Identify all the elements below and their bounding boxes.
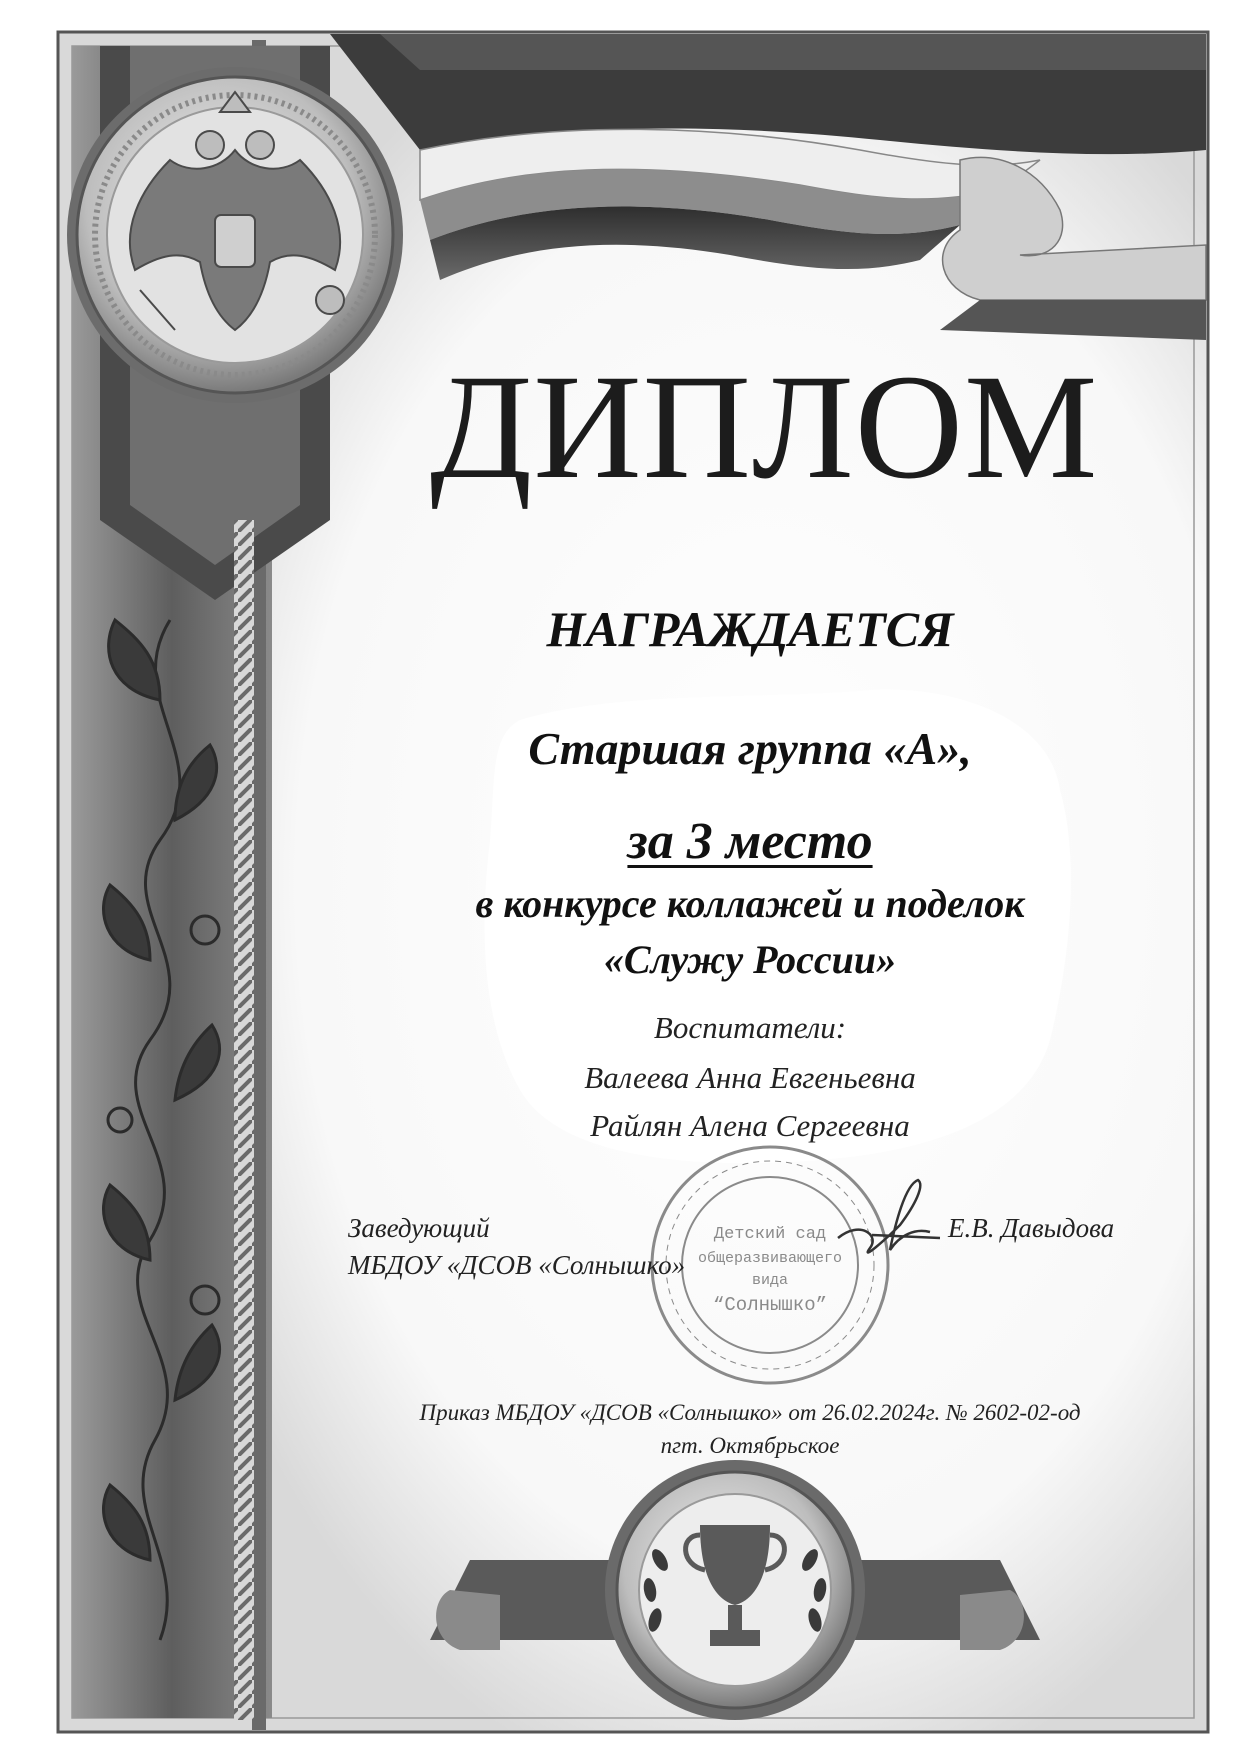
svg-text:“Солнышко”: “Солнышко”: [712, 1294, 828, 1316]
recipient-name: Старшая группа «А»,: [528, 723, 972, 774]
town-name: пгт. Октябрьское: [660, 1433, 840, 1458]
diploma-title: ДИПЛОМ: [430, 344, 1099, 510]
place-award: [400, 812, 1100, 871]
educators-label: Воспитатели:: [653, 1010, 847, 1045]
place-text: за 3 место: [627, 813, 873, 870]
order-reference: Приказ МБДОУ «ДСОВ «Солнышко» от 26.02.2024г. № 2602-02-од: [419, 1400, 1081, 1425]
educator-name: Райлян Алена Сергеевна: [590, 1108, 910, 1143]
signer-position: Заведующий: [348, 1213, 490, 1243]
awarded-label: НАГРАЖДАЕТСЯ: [546, 601, 954, 657]
svg-text:Детский сад: Детский сад: [713, 1225, 827, 1244]
signer-name: Е.В. Давыдова: [948, 1213, 1115, 1243]
rope-border: [234, 520, 254, 1720]
signer-organization: МБДОУ «ДСОВ «Солнышко»: [348, 1250, 686, 1280]
contest-line-2: «Служу России»: [603, 937, 897, 982]
svg-text:общеразвивающего: общеразвивающего: [697, 1250, 843, 1267]
educator-name: Валеева Анна Евгеньевна: [584, 1060, 916, 1095]
contest-line-1: в конкурсе коллажей и поделок: [475, 881, 1025, 926]
svg-text:вида: вида: [751, 1272, 789, 1289]
coat-of-arms-medal: [67, 67, 403, 403]
